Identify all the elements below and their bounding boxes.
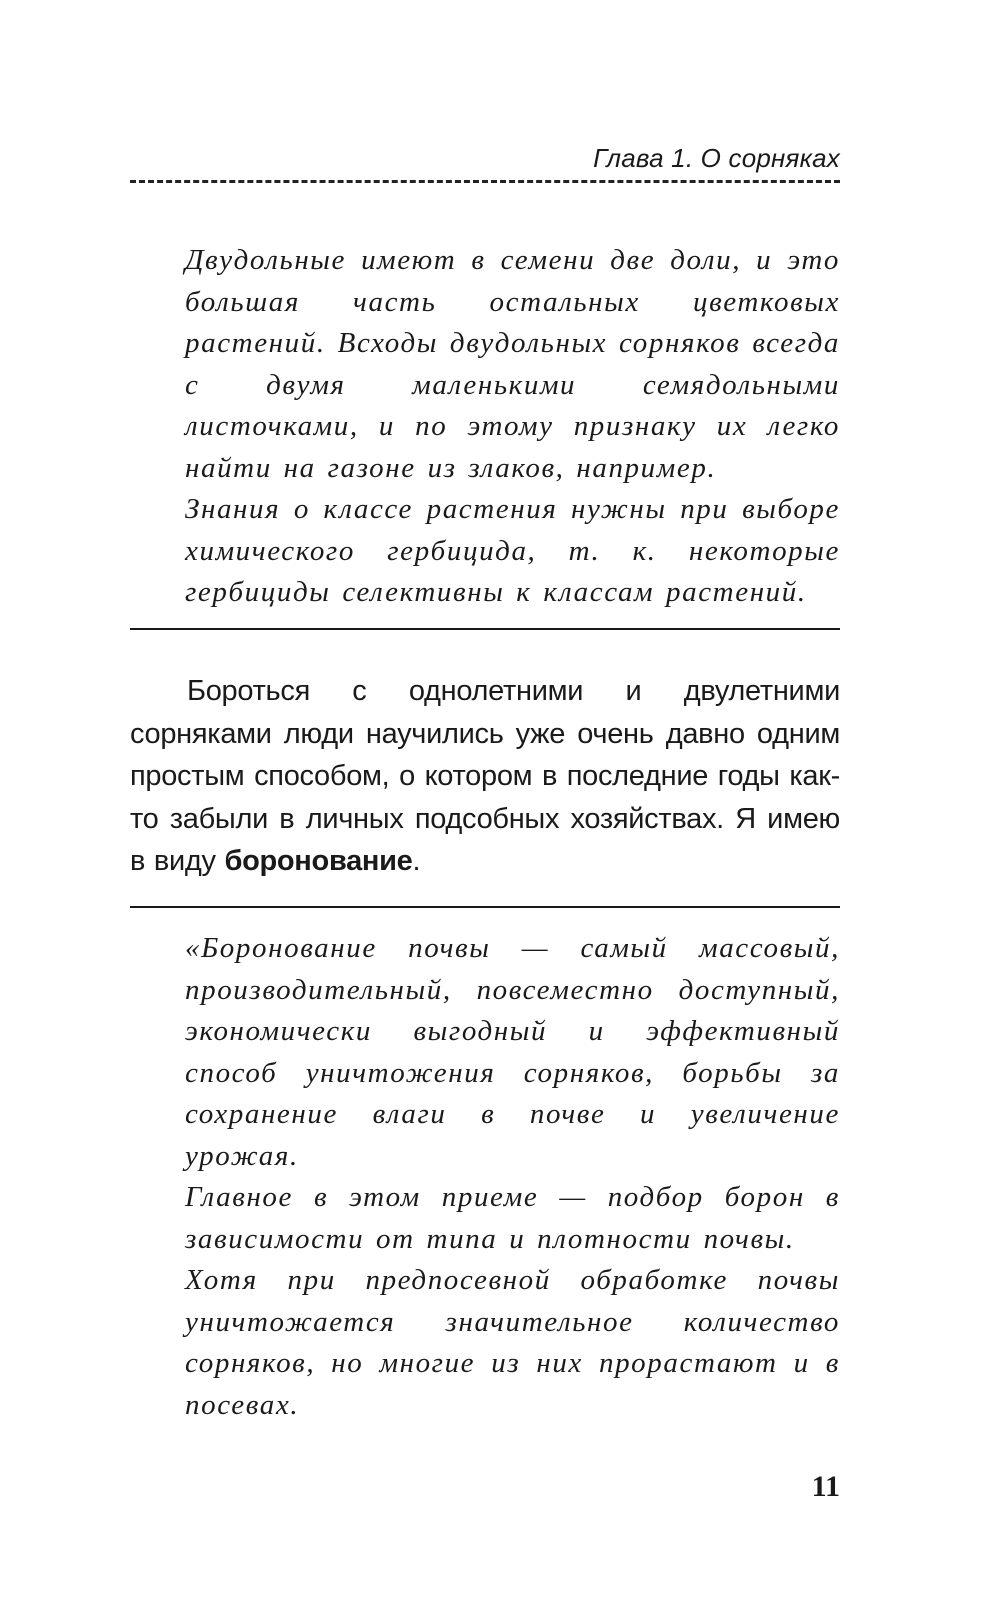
header-dashed-divider bbox=[130, 180, 840, 183]
main-text bbox=[130, 670, 840, 883]
sidebar-divider bbox=[130, 628, 840, 630]
quote-paragraph: Хотя при предпосевной обработке почвы уничтожается значительное количество сорняков, но многие из них прорастают и в посевах. bbox=[185, 1264, 840, 1421]
emphasis-term: боронование bbox=[224, 845, 413, 877]
sidebar-paragraph: Двудольные имеют в семени две доли, и это большая часть остальных цветковых растений. Всходы двудольных сорняков всегда с двумя маленькими семядольными листочками, и по этому признаку их легко найти на газоне из злаков, например. bbox=[185, 244, 840, 484]
page-number: 11 bbox=[811, 1470, 840, 1503]
quote-paragraph: «Боронование почвы — самый массовый, производительный, повсеместно доступный, экономически выгодный и эффективный способ уничтожения сорняков, борьбы за сохранение влаги в почве и увеличение урожая. bbox=[185, 932, 840, 1172]
running-head: Глава 1. О сорняках bbox=[593, 143, 840, 173]
quote-divider bbox=[130, 906, 840, 908]
main-paragraph bbox=[130, 670, 840, 883]
sidebar-paragraph: Знания о классе растения нужны при выборе химического гербицида, т. к. некоторые гербициды селективны к классам растений. bbox=[185, 493, 840, 608]
quote-box-harrowing bbox=[185, 928, 840, 1426]
main-paragraph-text: Бороться с однолетними и двулетними сорняками люди научились уже очень давно одним простым способом, о котором в последние годы как-то забыли в личных подсобных хозяйствах. Я имею в виду bbox=[130, 675, 840, 877]
main-paragraph-end: . bbox=[412, 845, 421, 877]
quote-paragraph: Главное в этом приеме — подбор борон в зависимости от типа и плотности почвы. bbox=[185, 1181, 840, 1255]
sidebar-box-dicots bbox=[185, 240, 840, 614]
